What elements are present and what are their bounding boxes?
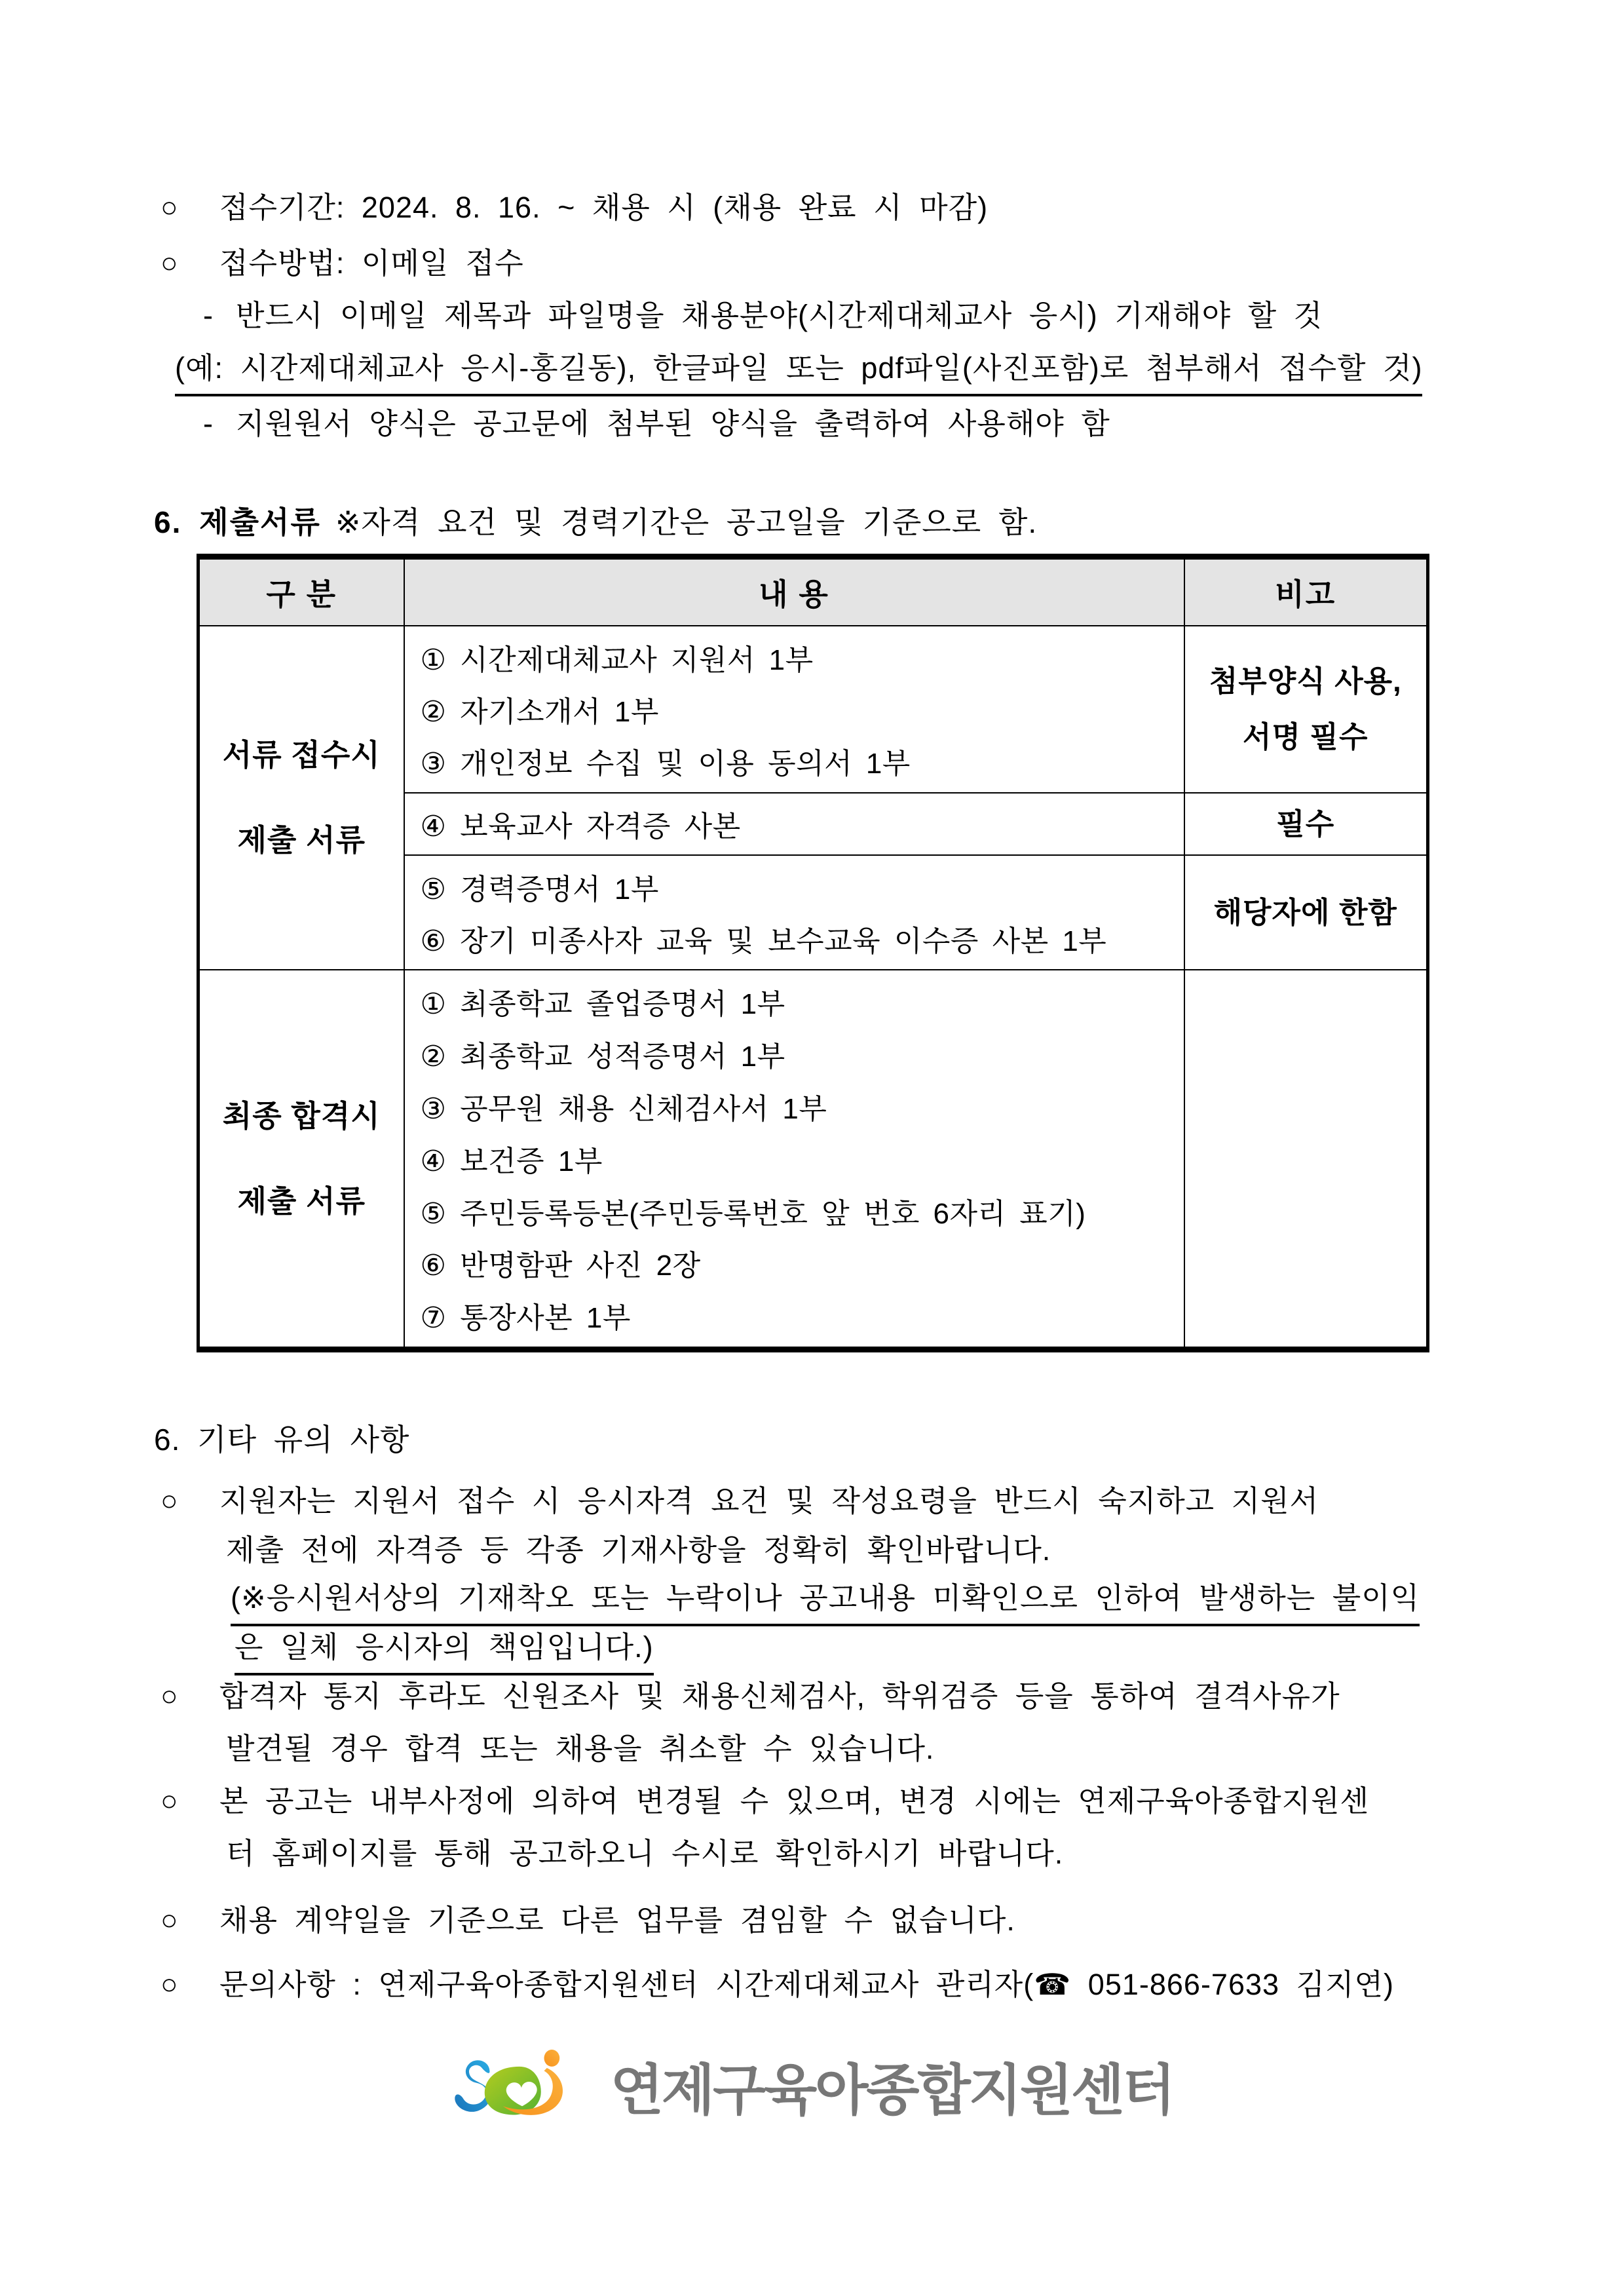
intro-underlined-example [175,349,1422,396]
table-header-row [198,557,1428,626]
note-bullet-4 [161,1902,1015,1940]
intro-dash-email-subject [203,297,1323,335]
dash-marker: - [203,407,214,440]
category-line: 최종 합격시 [222,1098,381,1133]
form-print-rule-text: 지원원서 양식은 공고문에 첨부된 양식을 출력하여 사용해야 함 [236,407,1110,440]
center-logo-icon [451,2050,592,2131]
documents-heading-note: ※자격 요건 및 경력기간은 공고일을 기준으로 함. [335,505,1038,539]
col-header-category: 구 분 [198,557,404,626]
circle-bullet-marker: ○ [161,191,179,223]
col-header-remark: 비고 [1184,557,1428,626]
remark-cell-row1 [1184,626,1428,793]
document-item: ③ 공무원 채용 신체검사서 1부 [420,1092,827,1125]
note-text: 제출 전에 자격증 등 각종 기재사항을 정확히 확인바랍니다. [226,1533,1051,1567]
notes-section-title: 6. 기타 유의 사항 [154,1423,410,1457]
table-row [198,970,1428,1350]
document-item: ④ 보건증 1부 [420,1145,603,1177]
document-item: ⑥ 반명함판 사진 2장 [420,1250,701,1282]
document-item: ⑤ 경력증명서 1부 [420,873,659,906]
category-line: 서류 접수시 [222,738,381,772]
circle-bullet-marker: ○ [161,1968,179,2000]
document-item: ⑤ 주민등록등본(주민등록번호 앞 번호 6자리 표기) [420,1197,1086,1230]
content-cell-row2 [404,793,1184,855]
note-bullet-5-contact [161,1966,1394,2004]
category-line: 제출 서류 [237,823,366,857]
note-bullet-2-line-1 [161,1677,1340,1715]
note-bullet-1-line-2 [226,1531,1051,1569]
remark-line: 서명 필수 [1243,720,1369,754]
intro-bullet-application-method [161,244,524,282]
category-line: 제출 서류 [237,1183,366,1218]
remark-cell-row2: 필수 [1184,793,1428,855]
circle-bullet-marker: ○ [161,1785,179,1817]
attachment-example-text: (예: 시간제대체교사 응시-홍길동), 한글파일 또는 pdf파일(사진포함)로 첨부해서 접수할 것) [175,349,1422,396]
note-text: 발견될 경우 합격 또는 채용을 취소할 수 있습니다. [226,1732,935,1765]
circle-bullet-marker: ○ [161,247,179,279]
note-bullet-1-line-1 [161,1482,1319,1520]
note-bullet-1-warning-line-1 [231,1579,1420,1626]
warning-underlined-text: (※응시원서상의 기재착오 또는 누락이나 공고내용 미확인으로 인하여 발생하는 불이익 [231,1579,1420,1626]
circle-bullet-marker: ○ [161,1485,179,1517]
circle-bullet-marker: ○ [161,1680,179,1712]
dash-marker: - [203,299,214,332]
documents-heading-label: 6. 제출서류 [154,505,321,539]
document-item: ① 시간제대체교사 지원서 1부 [420,643,814,676]
col-header-content: 내 용 [404,557,1184,626]
content-cell-row4 [404,970,1184,1350]
application-period-text: 접수기간: 2024. 8. 16. ~ 채용 시 (채용 완료 시 마감) [219,191,989,224]
note-text: 터 홈페이지를 통해 공고하오니 수시로 확인하시기 바랍니다. [226,1837,1064,1870]
remark-cell-row4 [1184,970,1428,1350]
application-method-text: 접수방법: 이메일 접수 [219,246,524,280]
document-item: ⑦ 통장사본 1부 [420,1302,631,1335]
documents-table [197,554,1429,1352]
note-bullet-3-line-1 [161,1782,1369,1820]
circle-bullet-marker: ○ [161,1904,179,1936]
table-row [198,626,1428,793]
note-text: 본 공고는 내부사정에 의하여 변경될 수 있으며, 변경 시에는 연제구육아종합지원센 [219,1784,1370,1818]
document-item: ④ 보육교사 자격증 사본 [420,811,741,843]
document-item: ② 최종학교 성적증명서 1부 [420,1041,785,1073]
category-cell-final-pass [198,970,404,1350]
center-logo-text: 연제구육아종합지원센터 [610,2059,1174,2121]
note-text: 채용 계약일을 기준으로 다른 업무를 겸임할 수 없습니다. [219,1904,1015,1937]
note-text: 합격자 통지 후라도 신원조사 및 채용신체검사, 학위검증 등을 통하여 결격사유가 [219,1679,1340,1713]
note-bullet-3-line-2 [226,1835,1063,1873]
footer-logo [0,2050,1624,2131]
document-item: ① 최종학교 졸업증명서 1부 [420,988,785,1021]
email-subject-rule-text: 반드시 이메일 제목과 파일명을 채용분야(시간제대체교사 응시) 기재해야 할 것 [236,299,1323,332]
category-cell-submission [198,626,404,970]
content-cell-row3 [404,855,1184,970]
documents-section-heading [154,503,1037,541]
document-item: ⑥ 장기 미종사자 교육 및 보수교육 이수증 사본 1부 [420,925,1107,957]
intro-dash-form-rule [203,405,1110,443]
contact-info-text: 문의사항 : 연제구육아종합지원센터 시간제대체교사 관리자(☎ 051-866-7633 김지연) [219,1968,1394,2001]
note-bullet-2-line-2 [226,1730,934,1768]
warning-underlined-text: 은 일체 응시자의 책임입니다.) [235,1628,654,1675]
content-cell-row1 [404,626,1184,793]
document-item: ③ 개인정보 수집 및 이용 동의서 1부 [420,748,911,780]
remark-line: 첨부양식 사용, [1209,664,1402,698]
note-bullet-1-warning-line-2 [235,1628,654,1675]
note-text: 지원자는 지원서 접수 시 응시자격 요건 및 작성요령을 반드시 숙지하고 지원서 [219,1484,1319,1518]
document-item: ② 자기소개서 1부 [420,696,659,728]
intro-bullet-application-period [161,189,988,227]
remark-cell-row3: 해당자에 한함 [1184,855,1428,970]
